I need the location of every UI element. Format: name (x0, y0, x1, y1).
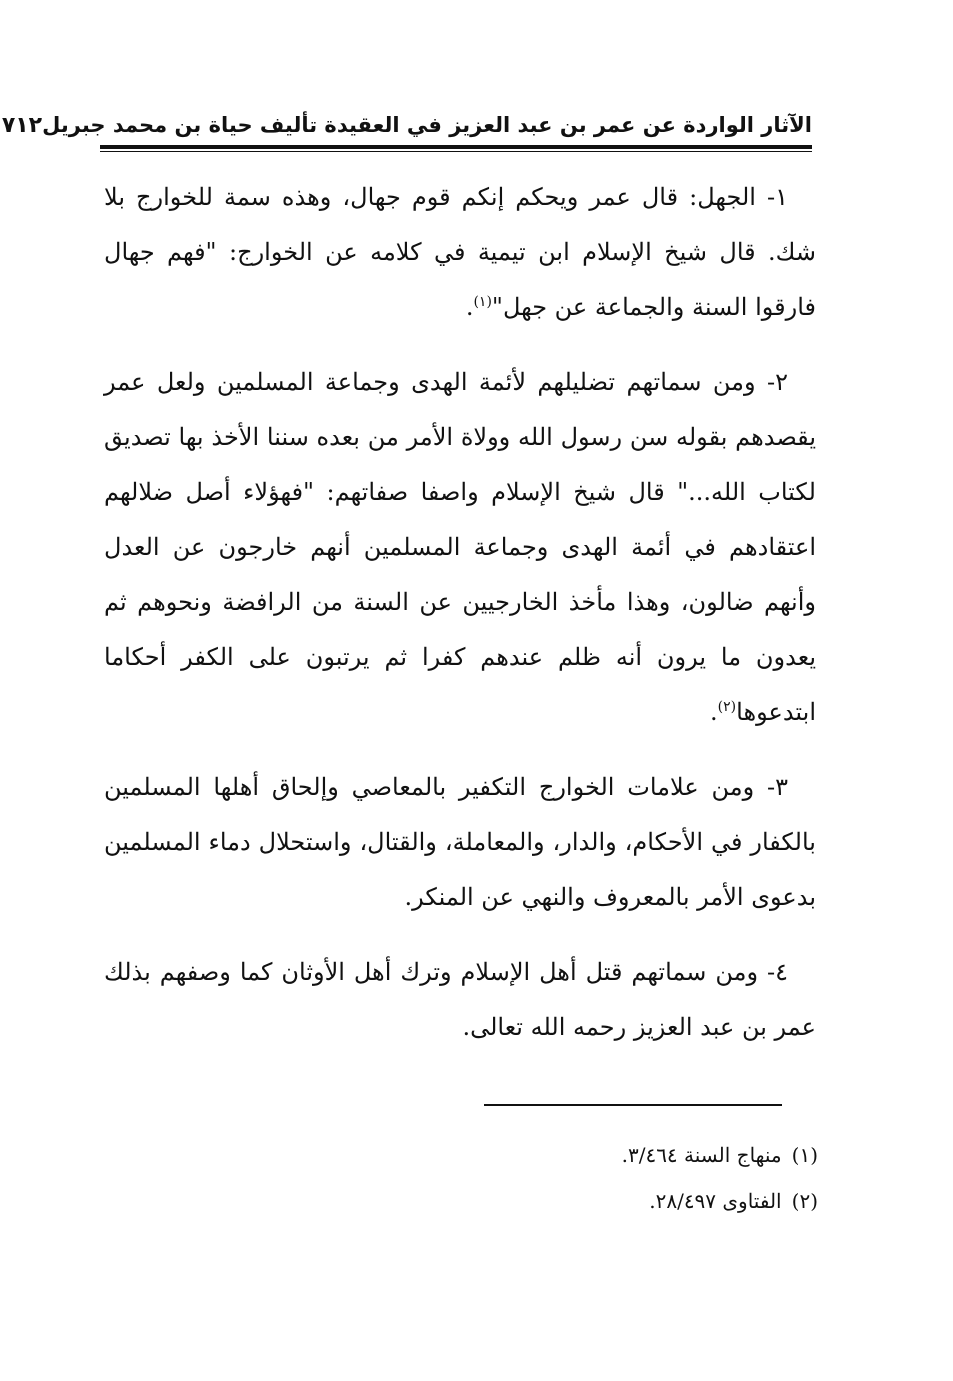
footnote-marker-2: (٢) (717, 699, 737, 715)
footnotes (450, 1132, 818, 1224)
footnote-separator (484, 1104, 782, 1106)
footnote-text: منهاج السنة ٣/٤٦٤. (621, 1143, 782, 1167)
paragraph-text: ٢- ومن سماتهم تضليلهم لأئمة الهدى وجماعة المسلمين ولعل عمر يقصدهم بقوله سن رسول الله وولاة الأمر من بعده سننا الأخذ بها تصديق لكتاب الله..." قال شيخ الإسلام واصفا صفاتهم: "فهؤلاء أصل ضلالهم اعتقادهم في أئمة الهدى وجماعة المسلمين أنهم خارجون عن العدل وأنهم ضالون، وهذا مأخذ الخارجيين عن السنة من الرافضة ونحوهم ثم يعدون ما يرون أنه ظلم عندهم كفرا ثم يرتبون على الكفر أحكاما ابتدعوها (104, 368, 816, 726)
body-text (104, 170, 816, 1055)
footnote-2 (450, 1178, 818, 1224)
footnote-number: (٢) (791, 1189, 818, 1213)
header-rule-thin (100, 151, 812, 152)
paragraph-text: ٤- ومن سماتهم قتل أهل الإسلام وترك أهل الأوثان كما وصفهم بذلك عمر بن عبد العزيز رحمه الله تعالى. (104, 958, 816, 1041)
footnote-marker-1: (١) (473, 294, 492, 310)
footnote-number: (١) (791, 1143, 818, 1167)
paragraph-1 (104, 170, 816, 335)
paragraph-3 (104, 760, 816, 925)
footnote-1 (450, 1132, 818, 1178)
footnote-text: الفتاوى ٢٨/٤٩٧. (649, 1189, 782, 1213)
running-header (1, 108, 812, 142)
paragraph-tail: . (710, 698, 718, 726)
page-number: ٧١٢ (1, 112, 43, 138)
paragraph-text: ٣- ومن علامات الخوارج التكفير بالمعاصي وإلحاق أهلها المسلمين بالكفار في الأحكام، والدار، والمعاملة، والقتال، واستحلال دماء المسلمين بدعوى الأمر بالمعروف والنهي عن المنكر. (104, 773, 816, 911)
header-title: الآثار الواردة عن عمر بن عبد العزيز في العقيدة تأليف حياة بن محمد جبريل (42, 113, 812, 137)
paragraph-tail: . (465, 293, 474, 321)
paragraph-4 (104, 945, 816, 1055)
paragraph-2 (104, 355, 816, 740)
paragraph-text: ١- الجهل: قال عمر ويحكم إنكم قوم جهال، وهذه سمة للخوارج بلا شك. قال شيخ الإسلام ابن تيمية في كلامه عن الخوارج: "فهم جهال فارقوا السنة والجماعة عن جهل" (104, 183, 816, 321)
header-rule-thick (100, 145, 812, 149)
